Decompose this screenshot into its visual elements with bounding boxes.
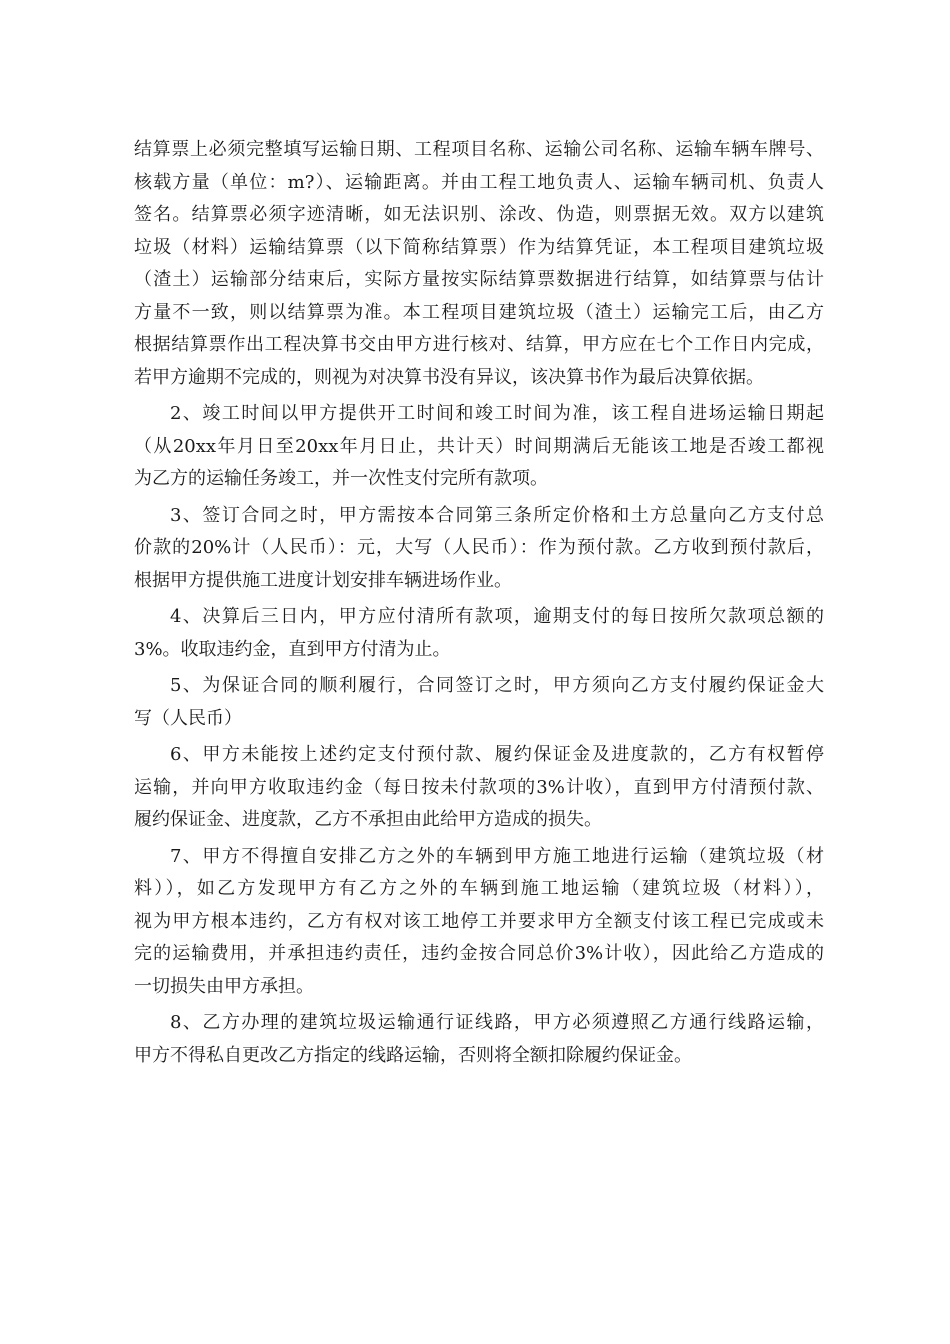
text-line: 7、甲方不得擅自安排乙方之外的车辆到甲方施工地进行运输（建筑垃圾（材 — [170, 845, 824, 867]
document-page — [134, 134, 824, 1076]
text-line: 签名。结算票必须字迹清晰，如无法识别、涂改、伪造，则票据无效。双方以建筑 — [134, 204, 824, 225]
text-line: 一切损失由甲方承担。 — [134, 975, 314, 997]
text-line: 方量不一致，则以结算票为准。本工程项目建筑垃圾（渣土）运输完工后，由乙方 — [134, 301, 824, 323]
text-line: （渣土）运输部分结束后，实际方量按实际结算票数据进行结算，如结算票与估计 — [134, 269, 824, 290]
text-line: 料）），如乙方发现甲方有乙方之外的车辆到施工地运输（建筑垃圾（材料））， — [134, 878, 824, 899]
paragraph-2 — [134, 398, 824, 496]
text-line: 根据甲方提供施工进度计划安排车辆进场作业。 — [134, 569, 512, 591]
text-line: 垃圾（材料）运输结算票（以下简称结算票）作为结算凭证，本工程项目建筑垃圾 — [134, 236, 824, 258]
text-line: 写（人民币） — [134, 707, 242, 729]
text-line: 履约保证金、进度款，乙方不承担由此给甲方造成的损失。 — [134, 809, 602, 830]
text-line: 价款的20%计（人民币）：元，大写（人民币）：作为预付款。乙方收到预付款后， — [134, 537, 824, 558]
text-line: 3、签订合同之时，甲方需按本合同第三条所定价格和土方总量向乙方支付总 — [170, 504, 824, 526]
text-line: 完的运输费用，并承担违约责任，违约金按合同总价3%计收），因此给乙方造成的 — [134, 943, 824, 964]
text-line: 甲方不得私自更改乙方指定的线路运输，否则将全额扣除履约保证金。 — [134, 1044, 692, 1066]
text-line: 结算票上必须完整填写运输日期、工程项目名称、运输公司名称、运输车辆车牌号、 — [134, 139, 824, 160]
text-line: 根据结算票作出工程决算书交由甲方进行核对、结算，甲方应在七个工作日内完成， — [134, 334, 824, 355]
text-line: 为乙方的运输任务竣工，并一次性支付完所有款项。 — [134, 468, 548, 489]
paragraph-7 — [134, 841, 824, 1004]
text-line: 8、乙方办理的建筑垃圾运输通行证线路，甲方必须遵照乙方通行线路运输， — [170, 1012, 824, 1033]
paragraph-6 — [134, 739, 824, 837]
paragraph-4 — [134, 601, 824, 666]
text-line: 6、甲方未能按上述约定支付预付款、履约保证金及进度款的，乙方有权暂停 — [170, 744, 824, 765]
text-line: （从20xx年月日至20xx年月日止，共计天）时间期满后无能该工地是否竣工都视 — [134, 435, 824, 457]
text-line: 3%。收取违约金，直到甲方付清为止。 — [134, 638, 451, 660]
text-line: 运输，并向甲方收取违约金（每日按未付款项的3%计收），直到甲方付清预付款、 — [134, 776, 824, 798]
paragraph-1 — [134, 134, 824, 394]
text-line: 2、竣工时间以甲方提供开工时间和竣工时间为准，该工程自进场运输日期起 — [170, 403, 824, 424]
text-line: 视为甲方根本违约，乙方有权对该工地停工并要求甲方全额支付该工程已完成或未 — [134, 910, 824, 932]
text-line: 核载方量（单位：m?）、运输距离。并由工程工地负责人、运输车辆司机、负责人 — [134, 171, 824, 193]
text-line: 4、决算后三日内，甲方应付清所有款项，逾期支付的每日按所欠款项总额的 — [170, 606, 824, 627]
paragraph-5 — [134, 670, 824, 735]
paragraph-3 — [134, 500, 824, 598]
paragraph-8 — [134, 1007, 824, 1072]
text-line: 5、为保证合同的顺利履行，合同签订之时，甲方须向乙方支付履约保证金大 — [170, 675, 824, 696]
text-line: 若甲方逾期不完成的，则视为对决算书没有异议，该决算书作为最后决算依据。 — [134, 366, 764, 388]
